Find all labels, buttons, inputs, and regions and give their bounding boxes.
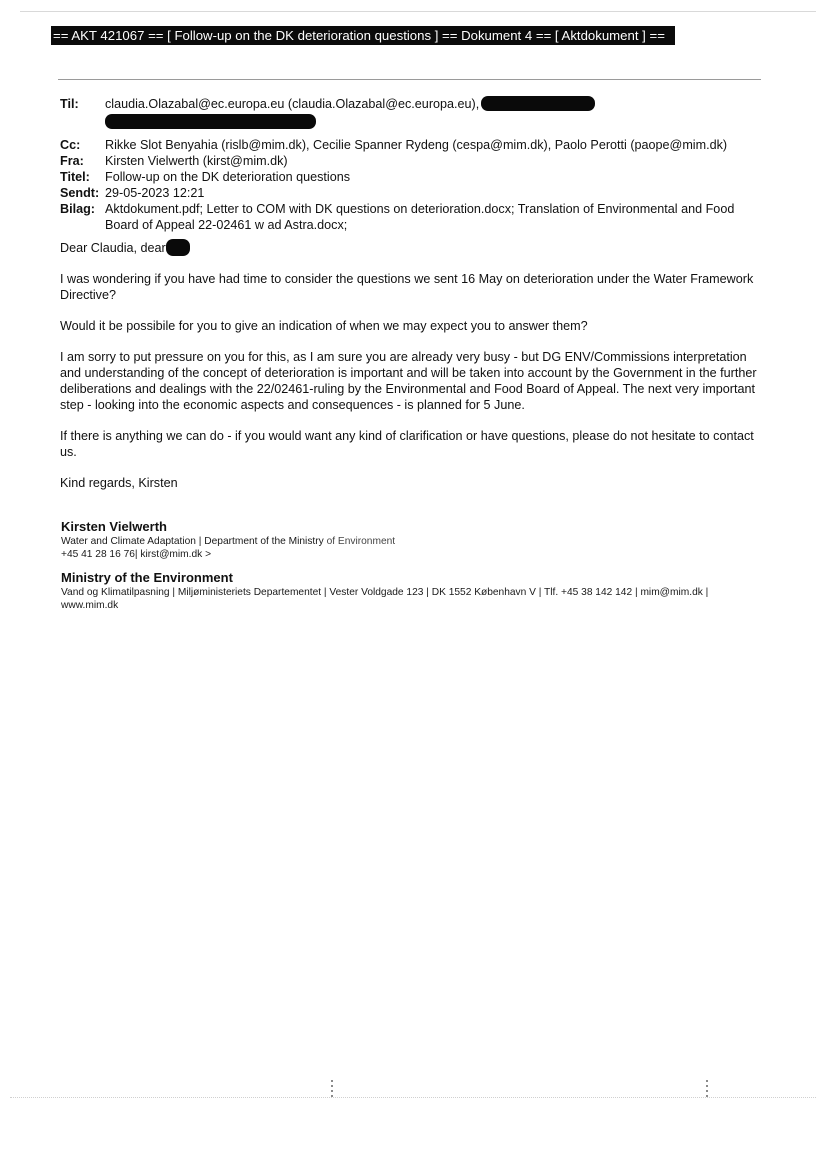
department-text: Water and Climate Adaptation | Department of the Ministry <box>61 536 324 547</box>
til-row <box>60 96 765 129</box>
signature-contact <box>61 548 781 561</box>
sendt-value: 29-05-2023 12:21 <box>105 185 205 200</box>
signature-name: Kirsten Vielwerth <box>61 519 167 534</box>
sendt-label: Sendt: <box>60 185 100 200</box>
ministry-name: Ministry of the Environment <box>61 570 233 585</box>
redaction-box <box>105 114 316 129</box>
bilag-row <box>60 201 765 233</box>
greeting-text: Dear Claudia, dear <box>60 241 166 255</box>
cc-label: Cc: <box>60 137 81 152</box>
scan-artifact <box>330 1080 334 1102</box>
titel-label: Titel: <box>60 169 90 184</box>
sendt-row <box>60 185 765 201</box>
bottom-scan-line <box>10 1097 816 1099</box>
fra-value[interactable]: Kirsten Vielwerth (kirst@mim.dk) <box>105 153 288 168</box>
body-paragraph: I was wondering if you have had time to consider the questions we sent 16 May on deterioration under the Water Framework Directive? <box>60 272 754 302</box>
closing: Kind regards, Kirsten <box>60 476 178 490</box>
redaction-box <box>166 239 190 256</box>
bilag-label: Bilag: <box>60 201 95 216</box>
header-divider <box>58 79 761 80</box>
til-recipient[interactable]: claudia.Olazabal@ec.europa.eu (claudia.Olazabal@ec.europa.eu), <box>105 97 480 111</box>
redaction-box <box>481 96 595 111</box>
body-paragraph: Would it be possibile for you to give an indication of when we may expect you to answer them? <box>60 319 588 333</box>
cc-row <box>60 137 765 153</box>
greeting <box>60 240 765 256</box>
ministry-address: Vand og Klimatilpasning | Miljøministeriets Departementet | Vester Voldgade 123 | DK 1552 København V | Tlf. +45 38 142 142 | mim@mim.dk | <box>61 587 709 598</box>
titel-value: Follow-up on the DK deterioration questions <box>105 169 351 184</box>
signature-email-link[interactable]: kirst@mim.dk > <box>140 549 212 560</box>
department-text-cont: of Environment <box>326 536 396 547</box>
email-body <box>60 240 765 506</box>
signature-phone: +45 41 28 16 76| <box>61 549 138 560</box>
body-paragraph: I am sorry to put pressure on you for this, as I am sure you are already very busy - but DG ENV/Commissions interpretation and understanding of the concept of deterioration is important and will be taken into account by the Government in the further deliberations and dealings with the 22/02461-ruling by the Environmental and Food Board of Appeal. The next very important step - looking into the economic aspects and consequences - is planned for 5 June. <box>60 350 757 412</box>
scan-artifact <box>705 1080 709 1102</box>
email-signature <box>61 519 781 612</box>
top-scan-rule <box>20 11 816 12</box>
akt-banner: == AKT 421067 == [ Follow-up on the DK deterioration questions ] == Dokument 4 == [ Aktdokument ] == <box>51 26 675 45</box>
fra-row <box>60 153 765 169</box>
ministry-website-link[interactable]: www.mim.dk <box>61 600 119 611</box>
signature-department <box>61 535 781 548</box>
til-value <box>105 96 765 129</box>
til-label: Til: <box>60 97 79 111</box>
fra-label: Fra: <box>60 153 84 168</box>
bilag-value[interactable]: Aktdokument.pdf; Letter to COM with DK questions on deterioration.docx; Translation of Environmental and Food Board of Appeal 22-02461 w ad Astra.docx; <box>105 201 735 232</box>
body-paragraph: If there is anything we can do - if you would want any kind of clarification or have questions, please do not hesitate to contact us. <box>60 429 754 459</box>
titel-row <box>60 169 765 185</box>
email-header <box>60 96 765 233</box>
cc-value[interactable]: Rikke Slot Benyahia (rislb@mim.dk), Cecilie Spanner Rydeng (cespa@mim.dk), Paolo Perotti (paope@mim.dk) <box>105 137 728 152</box>
